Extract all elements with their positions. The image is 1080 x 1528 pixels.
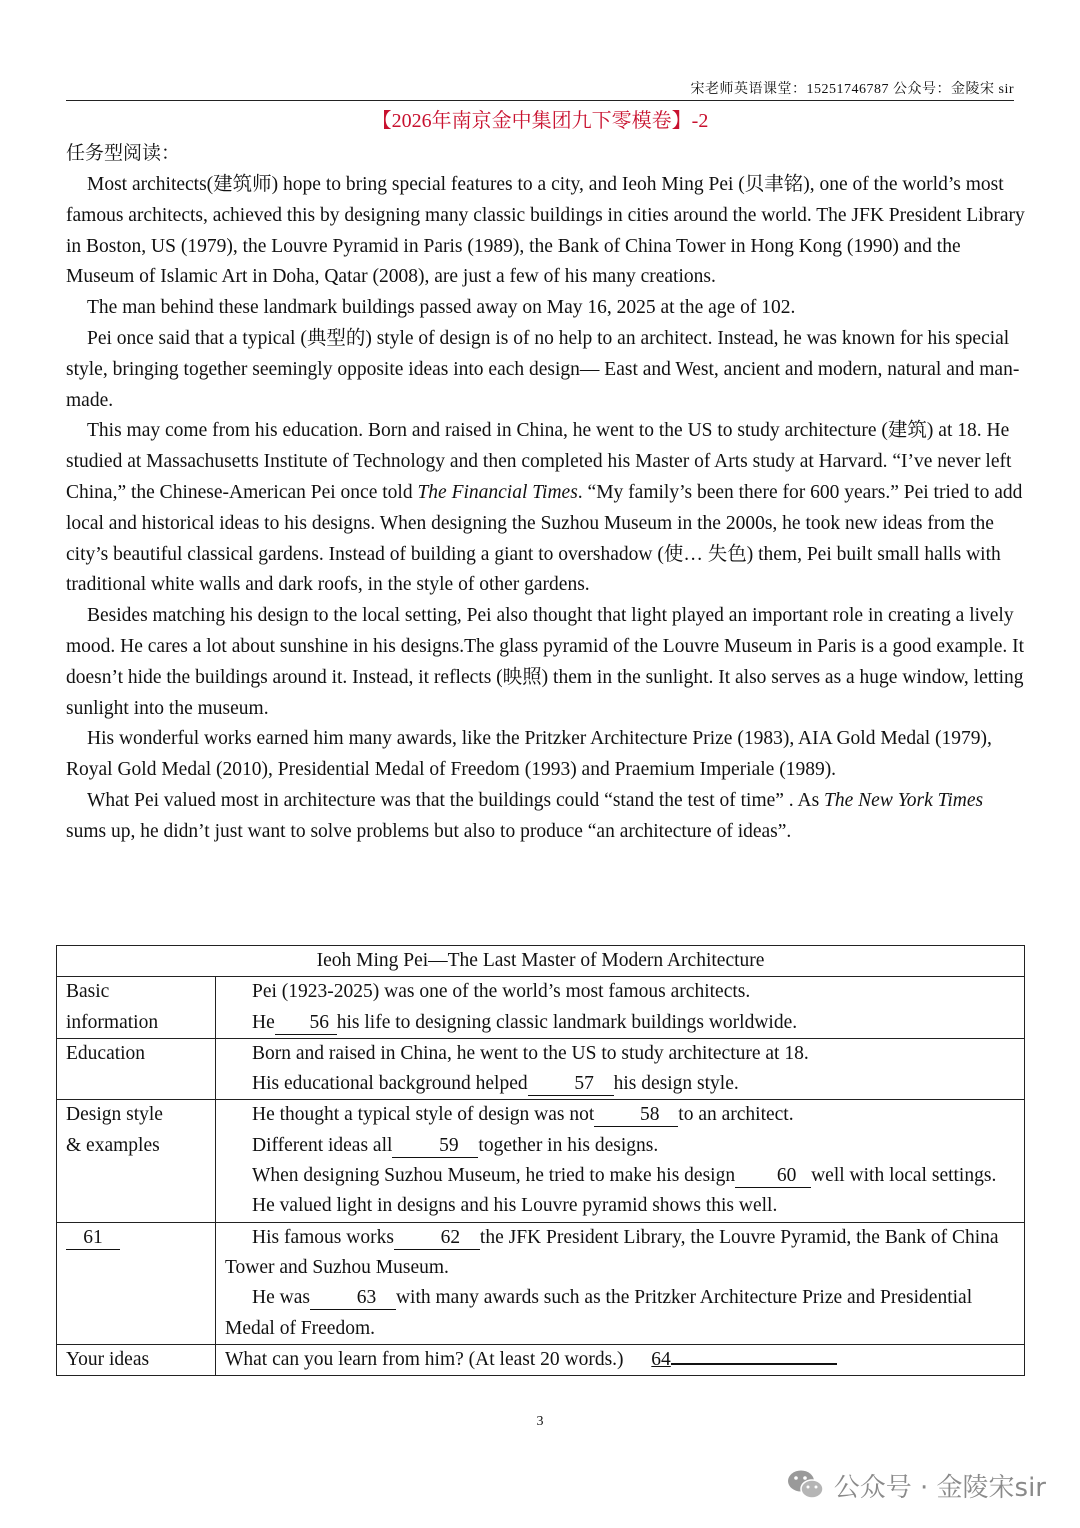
passage-paragraph-3: Pei once said that a typical (典型的) style of design is of no help to an architect. Instead, he was known for his special style, bringing together seemingly opposite ideas into each design— East and West, ancient and modern, natural and man-made. xyxy=(66,327,1020,411)
content-line xyxy=(225,1069,1015,1099)
answer-blank-61[interactable]: 61 xyxy=(66,1227,120,1250)
row-label-works xyxy=(57,1222,216,1344)
answer-blank-64[interactable] xyxy=(671,1363,837,1365)
row-content-ideas xyxy=(216,1344,1025,1375)
line-text: His famous works xyxy=(252,1226,394,1248)
passage-text: . “My family’s been there for 600 years.” Pei tried to add local and historical ideas to his designs. When designing the Suzhou Museum in the 2000s, he took new ideas from the city’s beautiful classical gardens. Instead of building a giant to overshadow (使… 失色) them, Pei built small halls with traditional white walls and dark roofs, in the style of other gardens. xyxy=(66,481,1023,596)
newspaper-title: The Financial Times xyxy=(417,481,578,503)
table-title: Ieoh Ming Pei—The Last Master of Modern Architecture xyxy=(57,946,1025,977)
line-text: the JFK President Library, the Louvre Pyramid, the Bank of China Tower and Suzhou Museum. xyxy=(225,1226,999,1278)
row-content-education xyxy=(216,1038,1025,1100)
wechat-icon xyxy=(786,1468,826,1502)
line-text: his life to designing classic landmark buildings worldwide. xyxy=(336,1011,798,1033)
line-text: His educational background helped xyxy=(252,1073,528,1095)
answer-blank-59[interactable]: 59 xyxy=(392,1135,478,1158)
content-line: He valued light in designs and his Louvre pyramid shows this well. xyxy=(252,1195,778,1217)
line-text: his design style. xyxy=(613,1073,739,1095)
content-line: Born and raised in China, he went to the US to study architecture at 18. xyxy=(252,1042,809,1064)
content-line xyxy=(225,1131,1015,1161)
newspaper-title: The New York Times xyxy=(824,789,984,811)
watermark xyxy=(786,1466,1046,1504)
passage-paragraph-6: His wonderful works earned him many awards, like the Pritzker Architecture Prize (1983), AIA Gold Medal (1979), Royal Gold Medal (2010), Presidential Medal of Freedom (1993) and Praemium Imperiale (1989). xyxy=(66,728,992,781)
line-text: to an architect. xyxy=(678,1104,794,1126)
passage-paragraph-2: The man behind these landmark buildings passed away on May 16, 2025 at the age of 102. xyxy=(87,297,796,319)
passage-paragraph-4 xyxy=(66,416,1026,601)
task-label: 任务型阅读： xyxy=(66,143,181,164)
table-title-row xyxy=(57,946,1025,977)
table-row xyxy=(57,1344,1025,1375)
passage-paragraph-7 xyxy=(66,786,1026,848)
line-text: When designing Suzhou Museum, he tried to make his design xyxy=(252,1165,736,1187)
summary-table xyxy=(56,945,1025,1376)
label-line: information xyxy=(66,1011,159,1033)
line-text: with many awards such as the Pritzker Architecture Prize and Presidential Medal of Freedom. xyxy=(225,1287,973,1339)
label-line: & examples xyxy=(66,1134,160,1156)
label-line: Basic xyxy=(66,981,110,1003)
answer-blank-60[interactable]: 60 xyxy=(735,1165,811,1188)
row-content-works xyxy=(216,1222,1025,1344)
passage-text: This may come from his education. Born and raised in China, he went to the US to study architecture (建筑) at 18. He studied at Massachusetts Institute of Technology and then completed his Master of Arts study at Harvard. “I’ve never left China,” the Chinese-American Pei once told xyxy=(66,420,1012,503)
page-number: 3 xyxy=(536,1414,544,1429)
content-line xyxy=(225,1161,1015,1191)
watermark-text: 公众号 · 金陵宋sir xyxy=(833,1472,1046,1503)
passage-text: sums up, he didn’t just want to solve problems but also to produce “an architecture of ideas”. xyxy=(66,820,792,842)
line-text: He xyxy=(252,1011,275,1033)
row-label-basic xyxy=(57,977,216,1039)
content-line xyxy=(225,1100,1015,1130)
line-text: He was xyxy=(252,1287,310,1309)
answer-blank-62[interactable]: 62 xyxy=(394,1227,480,1250)
answer-blank-58[interactable]: 58 xyxy=(594,1104,678,1127)
line-text: together in his designs. xyxy=(478,1134,659,1156)
content-line: Pei (1923-2025) was one of the world’s most famous architects. xyxy=(252,981,751,1003)
content-line xyxy=(225,1283,1015,1344)
passage-text: What Pei valued most in architecture was that the buildings could “stand the test of time” . As xyxy=(87,789,825,811)
row-label-design xyxy=(57,1100,216,1222)
header-text: 宋老师英语课堂：15251746787 公众号：金陵宋 sir xyxy=(690,82,1014,97)
row-label-ideas: Your ideas xyxy=(57,1344,216,1375)
line-text: well with local settings. xyxy=(811,1165,997,1187)
answer-blank-63[interactable]: 63 xyxy=(310,1287,396,1310)
page-header xyxy=(66,78,1014,101)
content-line xyxy=(225,1223,1015,1284)
row-content-design xyxy=(216,1100,1025,1222)
reading-passage xyxy=(66,170,1026,848)
passage-paragraph-5: Besides matching his design to the local setting, Pei also thought that light played an important role in creating a lively mood. He cares a lot about sunshine in his designs.The glass pyramid of the Louvre Museum in Paris is a good example. It doesn’t hide the buildings around it. Instead, it reflects (映照) them in the sunlight. It also serves as a huge window, letting sunlight into the museum. xyxy=(66,605,1025,719)
label-line: Design style xyxy=(66,1104,163,1126)
page-title: 【2026年南京金中集团九下零模卷】-2 xyxy=(371,110,709,132)
line-text: He thought a typical style of design was not xyxy=(252,1104,595,1126)
row-label-education: Education xyxy=(57,1038,216,1100)
line-text: Different ideas all xyxy=(252,1134,393,1156)
table-row xyxy=(57,1100,1025,1222)
content-line xyxy=(225,1008,1015,1038)
question-text: What can you learn from him? (At least 20 words.) xyxy=(225,1348,624,1370)
passage-paragraph-1: Most architects(建筑师) hope to bring special features to a city, and Ieoh Ming Pei (贝聿铭), one of the world’s most famous architects, achieved this by designing many classic buildings in cities around the world. The JFK President Library in Boston, US (1979), the Louvre Pyramid in Paris (1989), the Bank of China Tower in Hong Kong (1990) and the Museum of Islamic Art in Doha, Qatar (2008), are just a few of his many creations. xyxy=(66,174,1025,288)
table-row xyxy=(57,977,1025,1039)
answer-label-64: 64 xyxy=(651,1348,671,1370)
row-content-basic xyxy=(216,977,1025,1039)
answer-blank-57[interactable]: 57 xyxy=(528,1073,614,1096)
answer-blank-56[interactable]: 56 xyxy=(275,1012,337,1035)
table-row xyxy=(57,1222,1025,1344)
table-row xyxy=(57,1038,1025,1100)
